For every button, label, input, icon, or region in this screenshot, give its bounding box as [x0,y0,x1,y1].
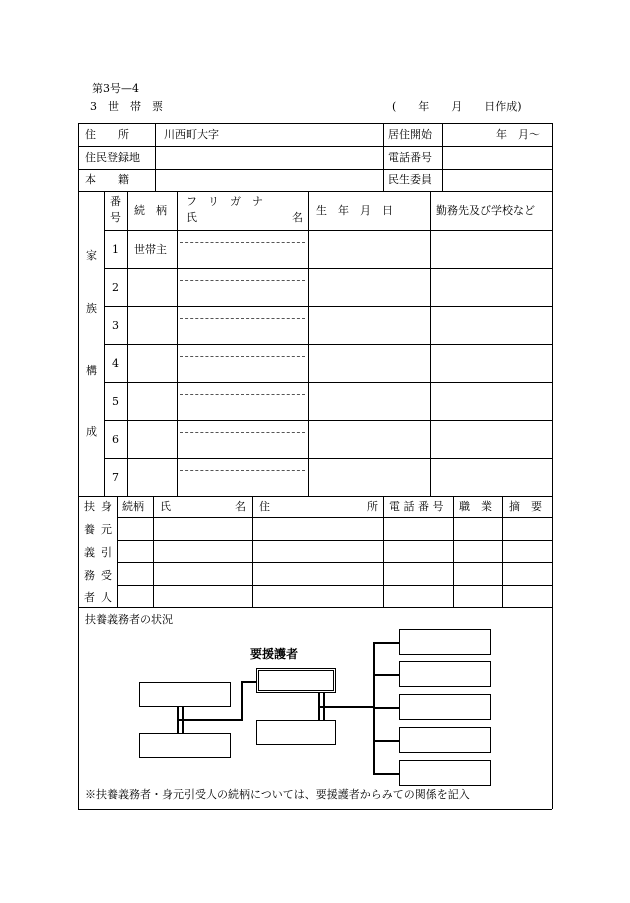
supporter-box-left-bottom [139,733,231,758]
col-name-left: 氏 [186,211,197,224]
family-row-relation[interactable]: 世帯主 [134,243,167,256]
col-number-bottom: 号 [110,211,121,224]
col-work-header: 勤務先及び学校など [436,204,535,217]
col-name-right: 名 [292,211,303,224]
residence-start-value[interactable]: 年 月～ [496,128,540,141]
support-label-char: 受 [101,569,112,582]
family-row-number: 3 [112,319,119,332]
footnote: ※扶養義務者・身元引受人の続柄については、要援護者からみての関係を記入 [85,788,470,801]
support-label-char: 人 [101,591,112,604]
family-row-number: 7 [112,471,119,484]
residence-start-label: 居住開始 [388,128,432,141]
status-title: 扶養義務者の状況 [85,613,173,626]
col-birth-header: 生 年 月 日 [316,204,393,217]
support-label-char: 者 [84,591,95,604]
child-box-5 [399,760,491,786]
support-label-char: 義 [84,546,95,559]
col-furigana-header: フ リ ガ ナ [186,195,263,208]
support-col-name-left: 氏 [160,500,171,513]
support-label-char: 務 [84,569,95,582]
registered-address-label: 住民登録地 [85,151,140,164]
welfare-commissioner-label: 民生委員 [388,173,432,186]
support-label-char: 引 [101,546,112,559]
phone-label: 電話番号 [388,151,432,164]
support-col-note: 摘 要 [509,500,542,513]
child-box-1 [399,629,491,655]
family-row-number: 6 [112,433,119,446]
child-box-2 [399,661,491,687]
support-col-phone: 電 話 番 号 [389,500,444,513]
supporter-box-left-top [139,682,231,707]
center-person-box [256,668,336,693]
family-row-number: 5 [112,395,119,408]
support-label-char: 扶 [84,500,95,513]
outer-top-border [78,123,552,124]
child-box-4 [399,727,491,753]
support-col-address-left: 住 [259,500,270,513]
honseki-label: 本 籍 [85,173,129,186]
family-row-number: 2 [112,281,119,294]
spouse-box [256,720,336,745]
family-section-label-char-1: 家 [86,249,97,262]
support-col-job: 職 業 [459,500,492,513]
outer-left-border [78,123,79,809]
outer-right-border [552,123,553,809]
child-box-3 [399,694,491,720]
form-title: 3 世 帯 票 [90,100,163,113]
address-label: 住 所 [85,128,129,141]
support-col-relation: 続柄 [122,500,144,513]
support-label-char: 身 [101,500,112,513]
col-relation-header: 続 柄 [134,204,167,217]
address-value[interactable]: 川西町大字 [164,128,219,141]
support-label-char: 元 [101,523,112,536]
center-person-label: 要援護者 [250,647,299,661]
support-label-char: 養 [84,523,95,536]
outer-bottom-border [78,809,552,810]
family-row-number: 1 [112,243,119,256]
col-number-top: 番 [110,195,121,208]
support-col-address-right: 所 [367,500,378,513]
family-section-label-char-3: 構 [86,364,97,377]
family-section-label-char-4: 成 [86,425,97,438]
family-section-label-char-2: 族 [86,302,97,315]
created-date: ( 年 月 日作成) [392,100,522,113]
form-number: 第3号—4 [92,82,139,95]
support-col-name-right: 名 [235,500,246,513]
family-row-number: 4 [112,357,119,370]
